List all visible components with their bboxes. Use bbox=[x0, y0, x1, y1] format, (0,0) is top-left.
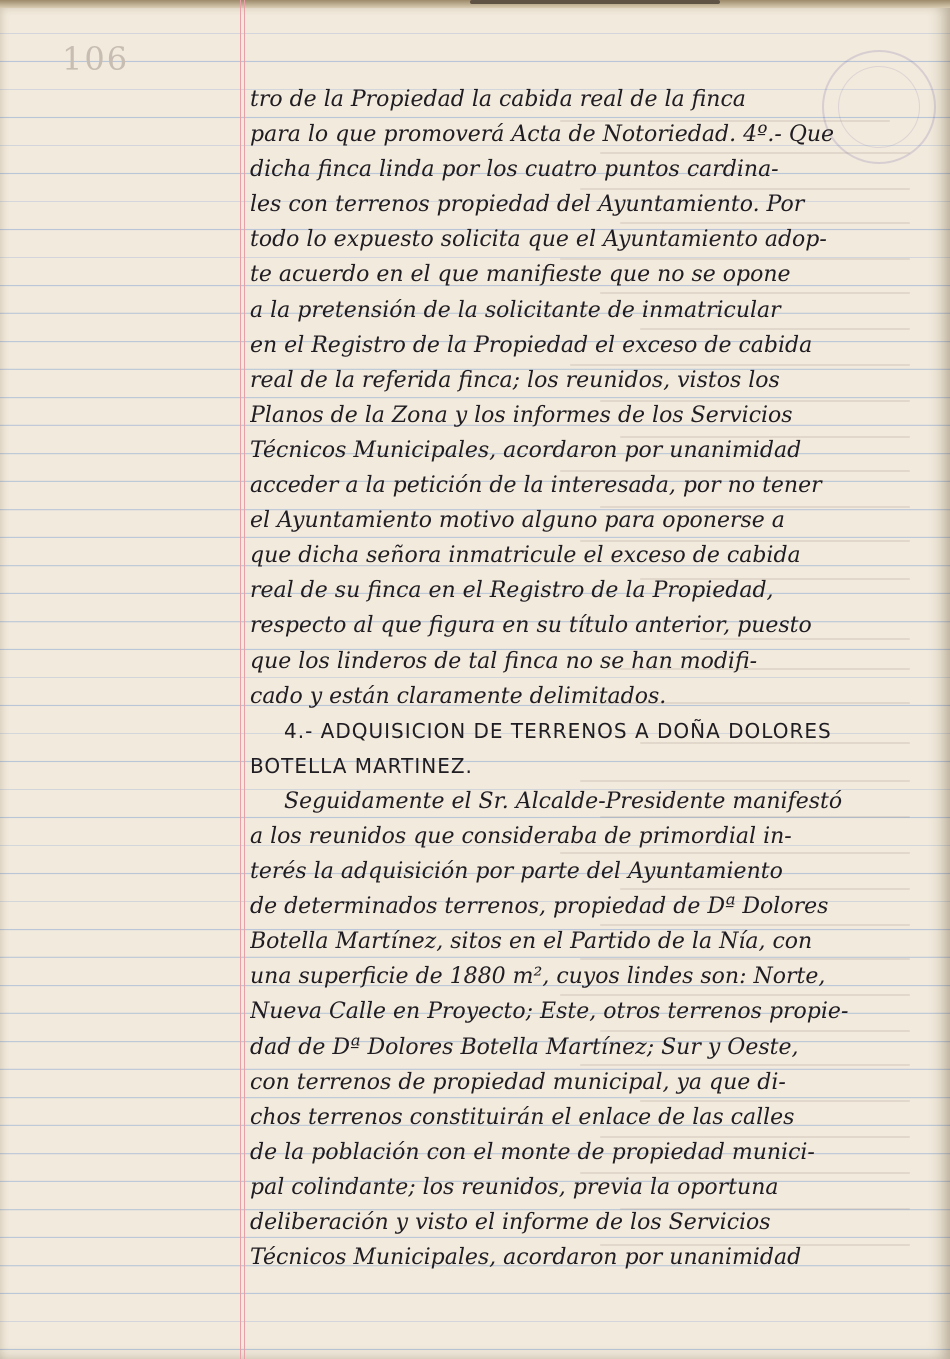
text-line: real de la referida finca; los reunidos, vistos los bbox=[250, 367, 780, 393]
text-line: terés la adquisición por parte del Ayuntamiento bbox=[250, 859, 783, 885]
text-line: de determinados terrenos, propiedad de Dª Dolores bbox=[250, 894, 829, 920]
text-line: a los reunidos que consideraba de primordial in- bbox=[250, 823, 792, 849]
section-heading-continued: BOTELLA MARTINEZ. bbox=[250, 753, 473, 778]
text-line: en el Registro de la Propiedad el exceso de cabida bbox=[250, 332, 813, 358]
text-line: a la pretensión de la solicitante de inmatricular bbox=[250, 297, 781, 323]
text-line: Técnicos Municipales, acordaron por unanimidad bbox=[250, 437, 802, 463]
text-line: una superficie de 1880 m², cuyos lindes son: Norte, bbox=[250, 964, 826, 990]
text-line: el Ayuntamiento motivo alguno para oponerse a bbox=[250, 508, 785, 534]
text-line: que los linderos de tal finca no se han modifi- bbox=[250, 648, 758, 674]
page-number: 106 bbox=[62, 40, 130, 78]
text-line: respecto al que figura en su título anterior, puesto bbox=[250, 613, 812, 639]
margin-rule-left bbox=[240, 0, 241, 1359]
text-line: real de su finca en el Registro de la Propiedad, bbox=[250, 578, 774, 604]
text-line: Planos de la Zona y los informes de los Servicios bbox=[250, 402, 793, 428]
binding-mark bbox=[470, 0, 720, 4]
margin-rule-right bbox=[244, 0, 245, 1359]
section-heading: 4.- ADQUISICION DE TERRENOS A DOÑA DOLORES bbox=[284, 718, 832, 743]
text-line: Seguidamente el Sr. Alcalde-Presidente manifestó bbox=[284, 788, 843, 814]
text-line: pal colindante; los reunidos, previa la oportuna bbox=[250, 1174, 779, 1200]
text-line: para lo que promoverá Acta de Notoriedad. 4º.- Que bbox=[250, 122, 835, 148]
text-line: Técnicos Municipales, acordaron por unanimidad bbox=[250, 1245, 802, 1271]
page-top-edge bbox=[0, 0, 950, 8]
text-line: con terrenos de propiedad municipal, ya que di- bbox=[250, 1069, 786, 1095]
text-line: que dicha señora inmatricule el exceso de cabida bbox=[250, 543, 801, 569]
text-line: Nueva Calle en Proyecto; Este, otros terrenos propie- bbox=[250, 999, 849, 1025]
text-line: todo lo expuesto solicita que el Ayuntamiento adop- bbox=[250, 227, 827, 253]
text-line: dicha finca linda por los cuatro puntos cardina- bbox=[250, 157, 779, 183]
text-line: de la población con el monte de propiedad munici- bbox=[250, 1139, 815, 1165]
text-line: Botella Martínez, sitos en el Partido de la Nía, con bbox=[250, 929, 813, 955]
text-line: chos terrenos constituirán el enlace de las calles bbox=[250, 1104, 795, 1130]
handwritten-minutes-text bbox=[250, 82, 910, 1275]
text-line: les con terrenos propiedad del Ayuntamiento. Por bbox=[250, 192, 805, 218]
text-line: acceder a la petición de la interesada, por no tener bbox=[250, 473, 822, 499]
text-line: deliberación y visto el informe de los Servicios bbox=[250, 1210, 771, 1235]
text-line: tro de la Propiedad la cabida real de la finca bbox=[250, 87, 746, 112]
text-line: dad de Dª Dolores Botella Martínez; Sur y Oeste, bbox=[250, 1034, 799, 1060]
text-line: te acuerdo en el que manifieste que no se opone bbox=[250, 262, 791, 288]
text-line: cado y están claramente delimitados. bbox=[250, 683, 667, 709]
